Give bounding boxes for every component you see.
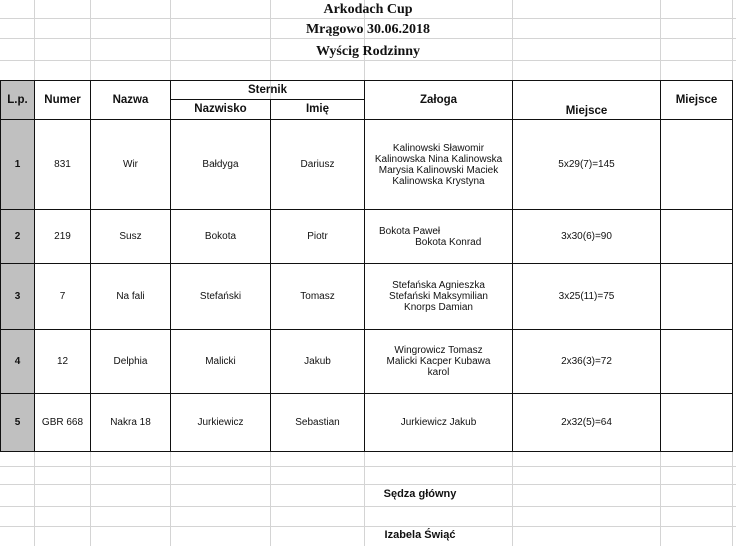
row-nazwisko: Jurkiewicz bbox=[171, 394, 271, 452]
row-nazwa: Na fali bbox=[91, 264, 171, 330]
row-lp: 2 bbox=[1, 210, 35, 264]
row-nazwa: Susz bbox=[91, 210, 171, 264]
table-row bbox=[1, 210, 733, 264]
row-wynik: 5x29(7)=145 bbox=[513, 120, 661, 210]
header-imie: Imię bbox=[271, 100, 365, 120]
header-lp: L.p. bbox=[1, 81, 35, 120]
row-zaloga: Kalinowski Sławomir Kalinowska Nina Kalinowska Marysia Kalinowski Maciek Kalinowska Krystyna bbox=[365, 120, 513, 210]
row-miejsce bbox=[661, 394, 733, 452]
table-row bbox=[1, 394, 733, 452]
header-nazwisko: Nazwisko bbox=[171, 100, 271, 120]
race-title: Wyścig Rodzinny bbox=[315, 44, 421, 59]
row-wynik: 3x30(6)=90 bbox=[513, 210, 661, 264]
row-imie: Piotr bbox=[271, 210, 365, 264]
header-nazwa: Nazwa bbox=[91, 81, 171, 120]
row-nazwa: Wir bbox=[91, 120, 171, 210]
row-wynik: 2x32(5)=64 bbox=[513, 394, 661, 452]
row-nazwisko: Malicki bbox=[171, 330, 271, 394]
header-zaloga: Załoga bbox=[365, 81, 513, 120]
judge-name: Izabela Świąć bbox=[384, 529, 456, 541]
table-row bbox=[1, 264, 733, 330]
row-lp: 3 bbox=[1, 264, 35, 330]
row-lp: 4 bbox=[1, 330, 35, 394]
table-row bbox=[1, 120, 733, 210]
row-nazwisko: Bałdyga bbox=[171, 120, 271, 210]
row-nazwisko: Stefański bbox=[171, 264, 271, 330]
row-wynik: 2x36(3)=72 bbox=[513, 330, 661, 394]
row-numer: 12 bbox=[35, 330, 91, 394]
row-imie: Sebastian bbox=[271, 394, 365, 452]
row-zaloga: Stefańska Agnieszka Stefański Maksymilian Knorps Damian bbox=[365, 264, 513, 330]
row-wynik: 3x25(11)=75 bbox=[513, 264, 661, 330]
header-sternik: Sternik bbox=[171, 81, 365, 100]
row-nazwisko: Bokota bbox=[171, 210, 271, 264]
row-numer: 219 bbox=[35, 210, 91, 264]
row-numer: 7 bbox=[35, 264, 91, 330]
row-lp: 5 bbox=[1, 394, 35, 452]
gridline bbox=[0, 466, 736, 467]
gridline bbox=[0, 526, 736, 527]
row-zaloga: Jurkiewicz Jakub bbox=[365, 394, 513, 452]
row-imie: Tomasz bbox=[271, 264, 365, 330]
row-numer: GBR 668 bbox=[35, 394, 91, 452]
row-numer: 831 bbox=[35, 120, 91, 210]
row-zaloga: Wingrowicz Tomasz Malicki Kacper Kubawa karol bbox=[365, 330, 513, 394]
row-nazwa: Delphia bbox=[91, 330, 171, 394]
header-numer: Numer bbox=[35, 81, 91, 120]
event-title: Arkodach Cup bbox=[323, 2, 413, 17]
row-miejsce bbox=[661, 120, 733, 210]
gridline bbox=[0, 506, 736, 507]
row-miejsce bbox=[661, 264, 733, 330]
row-imie: Dariusz bbox=[271, 120, 365, 210]
header-miejsce-final: Miejsce bbox=[661, 81, 733, 120]
header-miejsce: Miejsce bbox=[513, 81, 661, 120]
row-miejsce bbox=[661, 330, 733, 394]
judge-label: Sędza główny bbox=[383, 488, 457, 500]
table-row bbox=[1, 330, 733, 394]
results-table bbox=[0, 80, 733, 452]
row-nazwa: Nakra 18 bbox=[91, 394, 171, 452]
row-miejsce bbox=[661, 210, 733, 264]
event-date: Mrągowo 30.06.2018 bbox=[305, 22, 431, 37]
row-lp: 1 bbox=[1, 120, 35, 210]
gridline bbox=[0, 484, 736, 485]
row-zaloga: Bokota Paweł Bokota Konrad bbox=[365, 210, 513, 264]
row-imie: Jakub bbox=[271, 330, 365, 394]
